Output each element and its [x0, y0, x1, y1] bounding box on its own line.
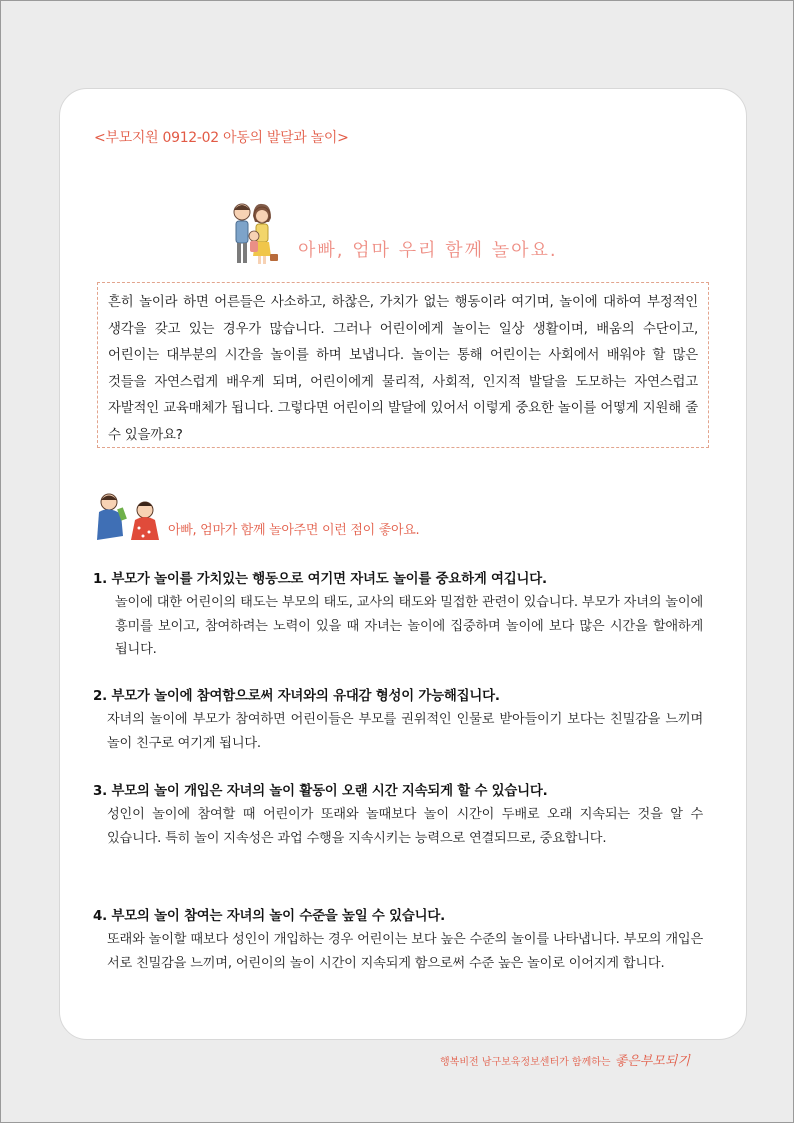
footer [440, 1050, 690, 1069]
main-title: 아빠, 엄마 우리 함께 놀아요. [298, 240, 558, 261]
section-body: 놀이에 대한 어린이의 태도는 부모의 태도, 교사의 태도와 밀접한 관련이 있습니다. 부모가 자녀의 놀이에 흥미를 보이고, 참여하려는 노력이 있을 때 자녀는 놀이에 집중하며 놀이에 보다 많은 시간을 할애하게 됩니다. [115, 595, 703, 657]
section-body: 자녀의 놀이에 부모가 참여하면 어린이들은 부모를 권위적인 인물로 받아들이기 보다는 친밀감을 느끼며 놀이 친구로 여기게 됩니다. [107, 712, 703, 751]
family-illustration-icon [220, 198, 292, 270]
footer-org: 행복비전 남구보육정보센터가 함께하는 [440, 1057, 611, 1068]
father-child-illustration-icon [93, 490, 165, 545]
section-heading: 4. 부모의 놀이 참여는 자녀의 놀이 수준을 높일 수 있습니다. [93, 909, 445, 924]
section-heading: 1. 부모가 놀이를 가치있는 행동으로 여기면 자녀도 놀이를 중요하게 여깁니다. [93, 572, 547, 587]
document-card [59, 88, 747, 1040]
section-heading: 2. 부모가 놀이에 참여함으로써 자녀와의 유대감 형성이 가능해집니다. [93, 689, 500, 704]
section-1 [93, 568, 703, 662]
section-3 [93, 780, 703, 850]
section-body: 또래와 놀이할 때보다 성인이 개입하는 경우 어린이는 보다 높은 수준의 놀이를 나타냅니다. 부모의 개입은 서로 친밀감을 느끼며, 어린이의 놀이 시간이 지속되게 함으로써 수준 높은 놀이로 이어지게 합니다. [107, 932, 703, 971]
document-code-label: <부모지원 0912-02 아동의 발달과 놀이> [94, 130, 349, 146]
section-body: 성인이 놀이에 참여할 때 어린이가 또래와 놀때보다 놀이 시간이 두배로 오래 지속되는 것을 알 수 있습니다. 특히 놀이 지속성은 과업 수행을 지속시키는 능력으로 연결되므로, 중요합니다. [107, 807, 703, 846]
section-4 [93, 905, 703, 975]
footer-brand: 좋은부모되기 [614, 1054, 690, 1069]
section-2 [93, 685, 703, 755]
section-heading: 3. 부모의 놀이 개입은 자녀의 놀이 활동이 오랜 시간 지속되게 할 수 있습니다. [93, 784, 548, 799]
sub-title: 아빠, 엄마가 함께 놀아주면 이런 점이 좋아요. [168, 523, 420, 538]
intro-paragraph-box: 흔히 놀이라 하면 어른들은 사소하고, 하찮은, 가치가 없는 행동이라 여기며, 놀이에 대하여 부정적인 생각을 갖고 있는 경우가 많습니다. 그러나 어린이에게 놀이는 일상 생활이며, 배움의 수단이고, 어린이는 대부분의 시간을 놀이를 하며 보냅니다. 놀이는 통해 어린이는 사회에서 배워야 할 많은 것들을 자연스럽게 배우게 되며, 어린이에게 물리적, 사회적, 인지적 발달을 도모하는 자연스럽고 자발적인 교육매체가 됩니다. 그렇다면 어린이의 발달에 있어서 이렇게 중요한 놀이를 어떻게 지원해 줄 수 있을까요? [97, 282, 709, 448]
